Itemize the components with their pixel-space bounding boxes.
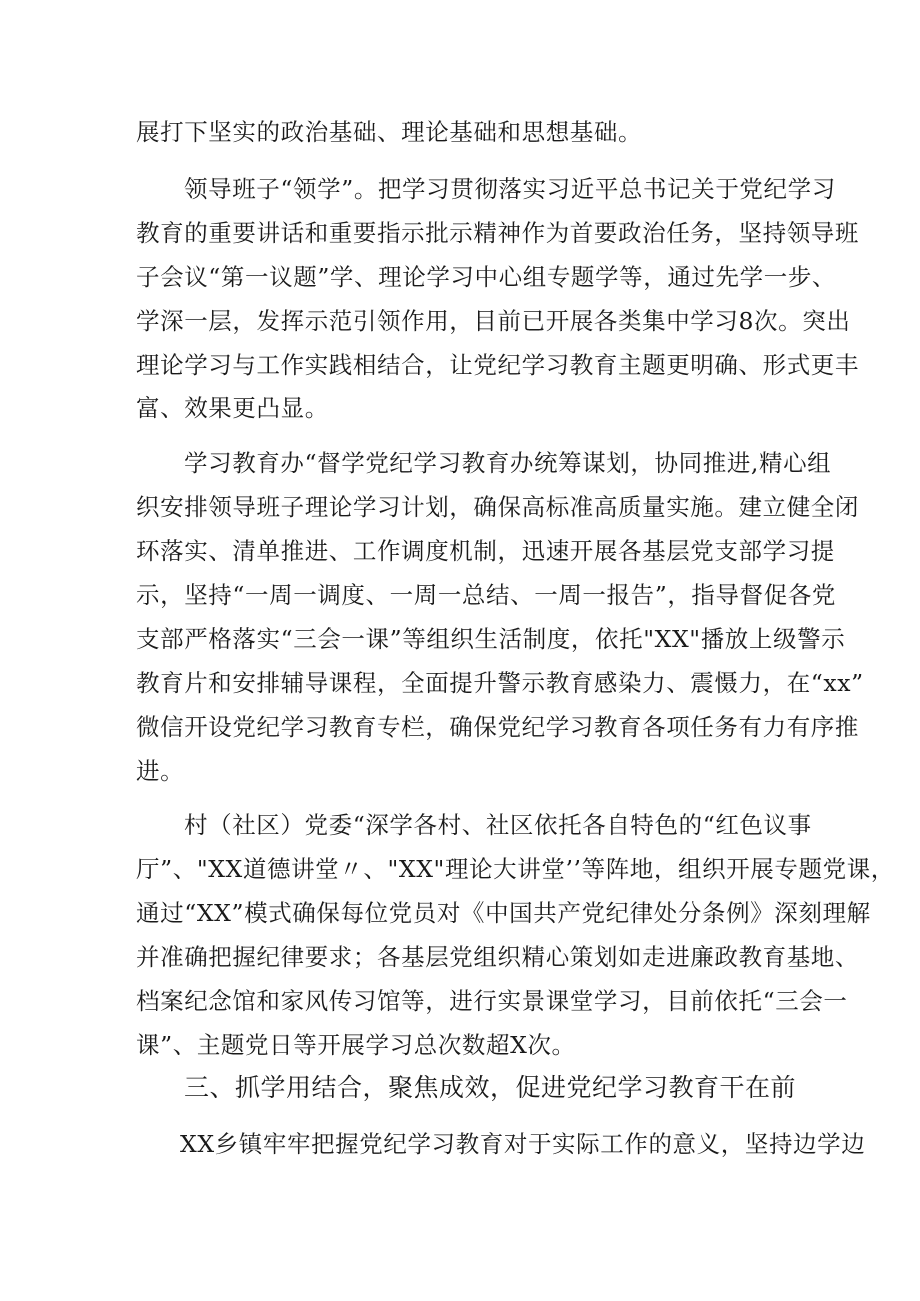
section-heading: 三、抓学用结合，聚焦成效，促进党纪学习教育干在前 — [184, 1073, 797, 1102]
paragraph-line: 进。 — [136, 757, 185, 785]
paragraph-line: 通过“XX”模式确保每位党员对《中国共产党纪律处分条例》深刻理解 — [136, 899, 871, 927]
paragraph-line: 档案纪念馆和家风传习馆等，进行实景课堂学习，目前依托“三会一 — [136, 987, 848, 1015]
paragraph-line: 教育片和安排辅导课程，全面提升警示教育感染力、震慑力，在“xx” — [136, 669, 864, 697]
intro-line: 展打下坚实的政治基础、理论基础和思想基础。 — [136, 118, 643, 146]
paragraph-line: 富、效果更凸显。 — [136, 394, 329, 422]
paragraph-line: 领导班子“领学”。把学习贯彻落实习近平总书记关于党纪学习 — [184, 175, 836, 203]
paragraph-line: 微信开设党纪学习教育专栏，确保党纪学习教育各项任务有力有序推 — [136, 713, 859, 741]
paragraph-line: 教育的重要讲话和重要指示批示精神作为首要政治任务，坚持领导班 — [136, 219, 859, 247]
paragraph-line: 支部严格落实“三会一课”等组织生活制度，依托"XX"播放上级警示 — [136, 625, 846, 653]
paragraph-line: 环落实、清单推进、工作调度机制，迅速开展各基层党支部学习提 — [136, 537, 835, 565]
paragraph-line: 厅”、"XX道德讲堂〃、"XX"理论大讲堂’’等阵地，组织开展专题党课， — [136, 855, 895, 883]
paragraph-line: 学习教育办“督学党纪学习教育办统筹谋划，协同推进,精心组 — [184, 449, 832, 477]
paragraph-line: XX乡镇牢牢把握党纪学习教育对于实际工作的意义，坚持边学边 — [180, 1130, 866, 1158]
paragraph-line: 学深一层，发挥示范引领作用，目前已开展各类集中学习8次。突出 — [136, 307, 851, 335]
paragraph-line: 织安排领导班子理论学习计划，确保高标准高质量实施。建立健全闭 — [136, 493, 859, 521]
paragraph-line: 村（社区）党委“深学各村、社区依托各自特色的“红色议事 — [184, 811, 812, 839]
paragraph-line: 理论学习与工作实践相结合，让党纪学习教育主题更明确、形式更丰 — [136, 351, 859, 379]
paragraph-line: 子会议“第一议题”学、理论学习中心组专题学等，通过先学一步、 — [136, 263, 837, 291]
paragraph-line: 示，坚持“一周一调度、一周一总结、一周一报告”，指导督促各党 — [136, 581, 837, 609]
paragraph-line: 课”、主题党日等开展学习总次数超X次。 — [136, 1031, 576, 1059]
paragraph-line: 并准确把握纪律要求；各基层党组织精心策划如走进廉政教育基地、 — [136, 943, 859, 971]
